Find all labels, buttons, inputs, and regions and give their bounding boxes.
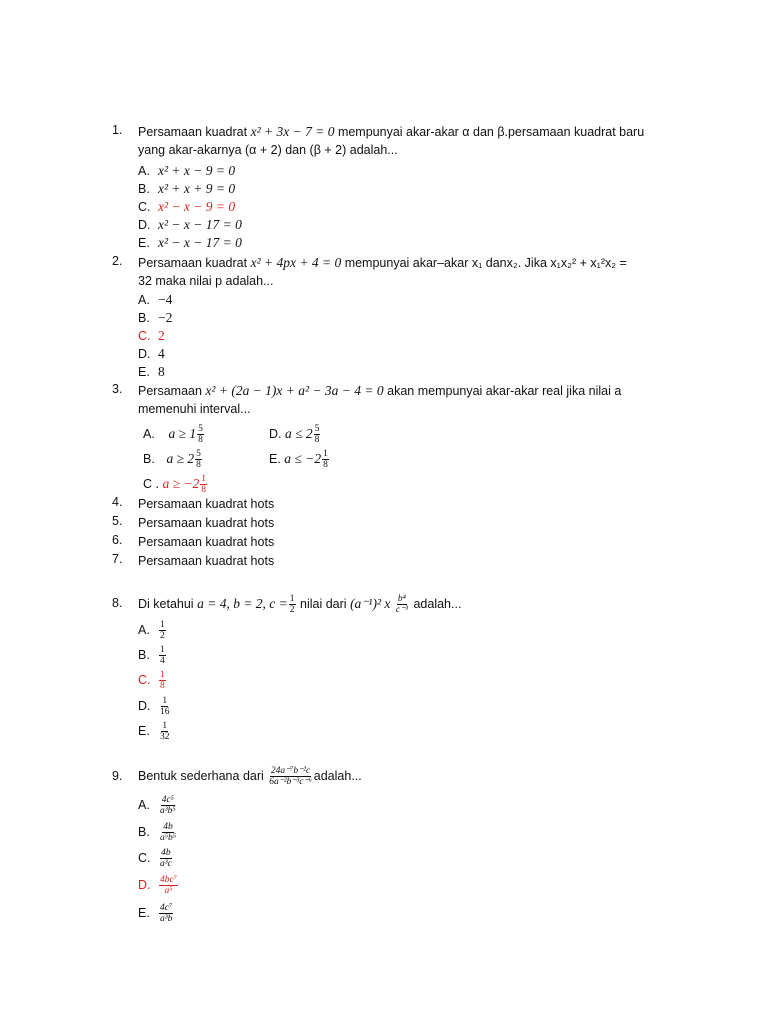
option-e[interactable] — [138, 903, 174, 927]
option-label: D. — [269, 426, 282, 441]
question-number: 1. — [112, 123, 123, 137]
option-label: C. — [138, 200, 151, 214]
stem-text: 32 maka nilai p adalah... — [138, 274, 274, 288]
question-number: 2. — [112, 254, 123, 268]
option-label: B. — [138, 824, 150, 839]
option-label: D. — [138, 877, 151, 892]
stem-text: mempunyai akar–akar x₁ danx₂. Jika x₁x₂² + x₁²x₂ = — [344, 256, 627, 270]
option-a[interactable] — [138, 795, 178, 819]
option-d[interactable] — [138, 696, 172, 720]
option-c[interactable] — [143, 474, 208, 495]
question-number: 7. — [112, 552, 123, 566]
option-d[interactable] — [138, 345, 165, 363]
stem-text: Persamaan kuadrat — [138, 256, 248, 270]
option-label: C. — [138, 850, 151, 865]
option-c[interactable] — [138, 198, 235, 216]
fraction: $\frac{\text{4c⁷}}{\text{a³b}}$ — [160, 903, 173, 924]
option-label: E. — [138, 723, 150, 738]
stem-text: memenuhi interval... — [138, 402, 251, 416]
option-label: A. — [143, 426, 155, 441]
option-a[interactable] — [138, 620, 167, 644]
stem-text: Bentuk sederhana dari — [138, 769, 264, 783]
given-values: a = 4, b = 2, c = — [197, 596, 288, 611]
question-number: 8. — [112, 596, 123, 610]
option-text: a ≥ 2 — [166, 450, 195, 466]
option-label: B. — [143, 451, 155, 466]
option-label: B. — [138, 647, 150, 662]
fraction: $\frac{5}{8}$ — [196, 449, 201, 470]
stem-text: Di ketahui — [138, 597, 194, 611]
option-b[interactable] — [138, 645, 167, 669]
option-label: E. — [269, 451, 281, 466]
question-stem — [138, 254, 678, 290]
fraction: $\frac{1}{4}$ — [160, 645, 165, 666]
question-stem: Persamaan kuadrat hots — [138, 516, 275, 530]
option-e[interactable] — [138, 234, 242, 252]
fraction: $\frac{\text{24a⁻⁷b⁻²c}}{\text{6a⁻²b⁻³c⁻⁶}}$ — [269, 766, 312, 788]
fraction: $\frac{\text{b⁴}}{\text{c⁻³}}$ — [395, 594, 408, 616]
option-b[interactable] — [143, 449, 203, 470]
option-d[interactable] — [138, 216, 242, 234]
option-text: a ≤ 2 — [284, 425, 313, 441]
option-a[interactable] — [138, 291, 172, 309]
option-label: C . — [143, 476, 159, 491]
option-b[interactable] — [138, 180, 235, 198]
option-d[interactable] — [269, 424, 321, 445]
option-text: x² − x − 17 = 0 — [158, 235, 242, 250]
option-text: −2 — [158, 310, 173, 325]
fraction: $\frac{1}{16}$ — [160, 696, 170, 717]
option-label: B. — [138, 182, 150, 196]
option-text: x² − x − 17 = 0 — [158, 217, 242, 232]
fraction: $\frac{4b}{\text{a⁵b⁵}}$ — [160, 822, 177, 843]
option-text: x² + x + 9 = 0 — [158, 181, 236, 196]
option-a[interactable] — [143, 424, 205, 445]
option-label: D. — [138, 698, 151, 713]
option-label: E. — [138, 365, 150, 379]
option-e[interactable] — [269, 449, 330, 470]
option-text: −4 — [158, 292, 173, 307]
option-d[interactable] — [138, 875, 179, 899]
fraction: $\frac{5}{8}$ — [314, 424, 320, 445]
question-stem: Persamaan kuadrat hots — [138, 554, 275, 568]
option-text-answer: x² − x − 9 = 0 — [158, 199, 236, 214]
option-label: B. — [138, 311, 150, 325]
option-e[interactable] — [138, 721, 172, 745]
equation: x² + 4px + 4 = 0 — [250, 255, 342, 270]
stem-text: Persamaan — [138, 384, 202, 398]
option-a[interactable] — [138, 162, 235, 180]
fraction-answer: $\frac{1}{8}$ — [160, 670, 165, 691]
fraction: $\frac{1}{8}$ — [201, 474, 206, 495]
option-label: D. — [138, 347, 151, 361]
option-label: C. — [138, 672, 151, 687]
question-stem: Persamaan kuadrat hots — [138, 535, 275, 549]
fraction: $\frac{1}{2}$ — [160, 620, 165, 641]
question-number: 4. — [112, 495, 123, 509]
question-stem — [138, 764, 678, 788]
question-number: 3. — [112, 382, 123, 396]
option-text: a ≥ 1 — [168, 425, 197, 441]
option-label: A. — [138, 293, 150, 307]
fraction: $\frac{4b}{\text{a³c}}$ — [160, 848, 172, 869]
option-label: E. — [138, 236, 150, 250]
option-text-answer: a ≥ −2 — [162, 475, 200, 491]
expression: (a⁻¹)² x — [350, 596, 391, 611]
question-number: 5. — [112, 514, 123, 528]
option-text-answer: 2 — [158, 328, 165, 343]
option-c[interactable] — [138, 327, 165, 345]
option-text: a ≤ −2 — [284, 450, 322, 466]
question-stem — [138, 123, 678, 159]
stem-text: yang akar-akarnya (α + 2) dan (β + 2) adalah... — [138, 143, 398, 157]
option-text: 4 — [158, 346, 165, 361]
option-label: D. — [138, 218, 151, 232]
stem-text: Persamaan kuadrat — [138, 125, 248, 139]
option-c[interactable] — [138, 670, 167, 694]
option-label: A. — [138, 797, 150, 812]
fraction: $\frac{\text{4c⁵}}{\text{a³b⁵}}$ — [160, 795, 176, 816]
equation: x² + 3x − 7 = 0 — [250, 124, 335, 139]
question-stem — [138, 593, 678, 615]
fraction: $\frac{1}{2}$ — [289, 594, 295, 616]
question-stem — [138, 382, 678, 418]
stem-text: nilai dari — [300, 597, 347, 611]
option-b[interactable] — [138, 309, 172, 327]
fraction-answer: $\frac{\text{4bc⁷}}{\text{a⁵}}$ — [160, 875, 178, 896]
question-stem: Persamaan kuadrat hots — [138, 497, 275, 511]
option-label: A. — [138, 164, 150, 178]
option-text: x² + x − 9 = 0 — [158, 163, 236, 178]
option-label: C. — [138, 329, 151, 343]
fraction: $\frac{1}{8}$ — [323, 449, 328, 470]
option-label: E. — [138, 905, 150, 920]
fraction: $\frac{1}{32}$ — [160, 721, 170, 742]
equation: x² + (2a − 1)x + a² − 3a − 4 = 0 — [205, 383, 384, 398]
option-e[interactable] — [138, 363, 165, 381]
option-label: A. — [138, 622, 150, 637]
stem-text: akan mempunyai akar-akar real jika nilai a — [387, 384, 622, 398]
fraction: $\frac{5}{8}$ — [198, 424, 203, 445]
question-number: 6. — [112, 533, 123, 547]
option-b[interactable] — [138, 822, 178, 846]
stem-text: adalah... — [413, 597, 462, 611]
option-text: 8 — [158, 364, 165, 379]
stem-text: adalah... — [313, 769, 362, 783]
question-number: 9. — [112, 769, 123, 783]
option-c[interactable] — [138, 848, 174, 872]
stem-text: mempunyai akar-akar α dan β.persamaan kuadrat baru — [337, 125, 645, 139]
